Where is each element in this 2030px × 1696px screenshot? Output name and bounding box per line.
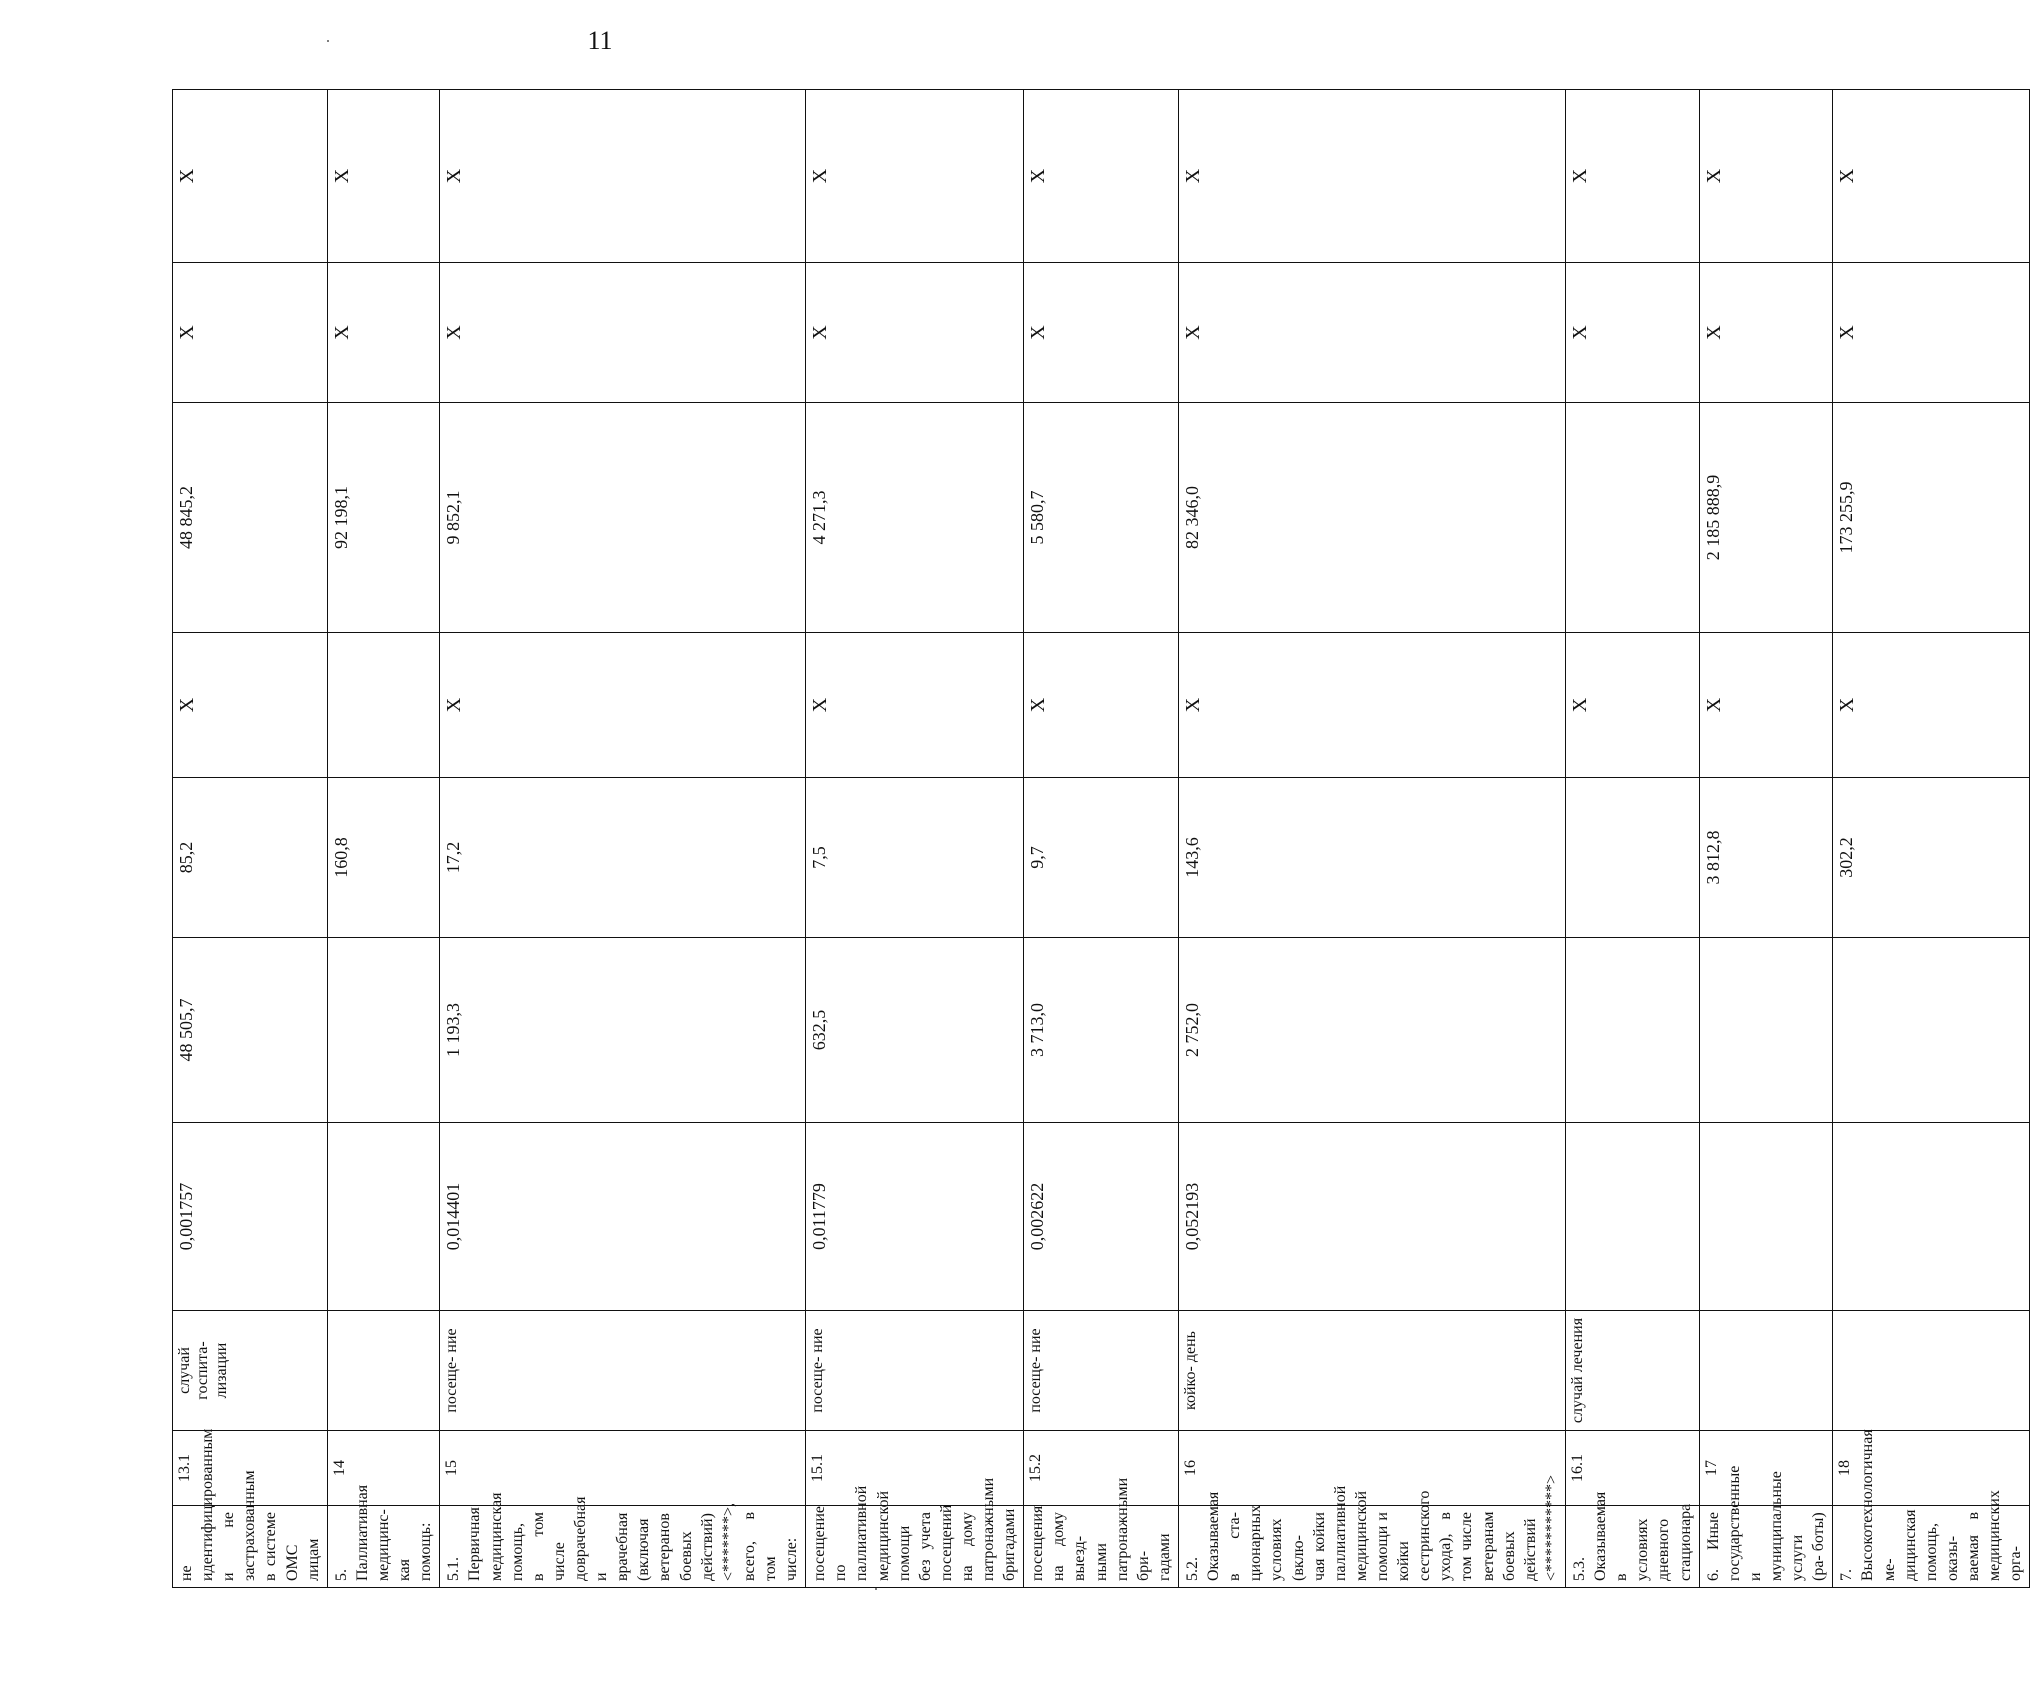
row-percent: Х <box>173 90 328 263</box>
row-percent: Х <box>1024 90 1179 263</box>
row-per-capita-budget: 85,2 <box>173 778 328 938</box>
row-unit: случай госпита- лизации <box>173 1311 328 1431</box>
row-per-capita-budget: 17,2 <box>440 778 806 938</box>
row-per-capita-budget: 302,2 <box>1833 778 2030 938</box>
row-per-capita-oms: Х <box>806 633 1024 778</box>
row-name: 5. Паллиативная медицинс- кая помощь: <box>327 1506 440 1588</box>
row-name: 5.1. Первичная медицинская помощь, в том числе доврачебная и врачебная (включая ветеранов боевых действий) <*******>, всего, в том числе: <box>440 1506 806 1588</box>
row-number: 17 <box>1699 1431 1833 1506</box>
row-per-capita-budget: 160,8 <box>327 778 440 938</box>
row-per-capita-budget: 7,5 <box>806 778 1024 938</box>
table-row <box>1024 90 1179 1588</box>
row-sum-oms: Х <box>327 263 440 403</box>
row-name: 5.3. Оказываемая в условиях дневного стационара <box>1566 1506 1700 1588</box>
row-norm-cost <box>1699 938 1833 1123</box>
table-row <box>173 90 328 1588</box>
row-name: посещения на дому выезд- ными патронажными бри- гадами <box>1024 1506 1179 1588</box>
row-sum-oms: Х <box>1566 263 1700 403</box>
table-row <box>1566 90 1700 1588</box>
row-norm-volume <box>1699 1123 1833 1311</box>
row-percent: Х <box>1833 90 2030 263</box>
row-unit: посеще- ние <box>1024 1311 1179 1431</box>
scan-speck <box>327 40 329 42</box>
row-percent: Х <box>1566 90 1700 263</box>
row-norm-cost: 1 193,3 <box>440 938 806 1123</box>
row-norm-volume <box>1566 1123 1700 1311</box>
row-number: 18 <box>1833 1431 2030 1506</box>
table-row <box>440 90 806 1588</box>
row-number: 13.1 <box>173 1431 328 1506</box>
row-unit <box>1833 1311 2030 1431</box>
row-sum-budget: 92 198,1 <box>327 403 440 633</box>
row-per-capita-budget: 3 812,8 <box>1699 778 1833 938</box>
row-unit <box>327 1311 440 1431</box>
row-number: 15 <box>440 1431 806 1506</box>
row-per-capita-oms: Х <box>1024 633 1179 778</box>
row-norm-volume: 0,052193 <box>1179 1123 1566 1311</box>
row-percent: Х <box>1699 90 1833 263</box>
row-unit: посеще- ние <box>440 1311 806 1431</box>
row-sum-budget: 2 185 888,9 <box>1699 403 1833 633</box>
row-number: 14 <box>327 1431 440 1506</box>
row-norm-cost: 3 713,0 <box>1024 938 1179 1123</box>
row-number: 16 <box>1179 1431 1566 1506</box>
row-percent: Х <box>440 90 806 263</box>
page-number: 11 <box>587 26 613 55</box>
row-sum-budget: 9 852,1 <box>440 403 806 633</box>
scan-speck <box>875 1588 877 1590</box>
row-norm-cost: 632,5 <box>806 938 1024 1123</box>
row-norm-cost <box>327 938 440 1123</box>
row-norm-volume <box>1833 1123 2030 1311</box>
row-norm-volume: 0,014401 <box>440 1123 806 1311</box>
row-sum-oms: Х <box>1699 263 1833 403</box>
table-row <box>806 90 1024 1588</box>
row-norm-volume: 0,001757 <box>173 1123 328 1311</box>
table-row <box>1179 90 1566 1588</box>
row-per-capita-oms: Х <box>1566 633 1700 778</box>
row-per-capita-oms: Х <box>1179 633 1566 778</box>
row-unit: посеще- ние <box>806 1311 1024 1431</box>
row-per-capita-budget: 143,6 <box>1179 778 1566 938</box>
row-percent: Х <box>1179 90 1566 263</box>
row-name: 7. Высокотехнологичная ме- дицинская помощь, оказы- ваемая в медицинских орга- <box>1833 1506 2030 1588</box>
row-per-capita-budget <box>1566 778 1700 938</box>
row-sum-oms: Х <box>440 263 806 403</box>
row-name: 6. Иные государственные и муниципальные услуги (ра- боты) <box>1699 1506 1833 1588</box>
row-sum-budget: 48 845,2 <box>173 403 328 633</box>
row-sum-oms: Х <box>806 263 1024 403</box>
row-norm-volume <box>327 1123 440 1311</box>
row-norm-cost <box>1833 938 2030 1123</box>
row-sum-budget: 173 255,9 <box>1833 403 2030 633</box>
row-sum-oms: Х <box>1833 263 2030 403</box>
row-number: 15.2 <box>1024 1431 1179 1506</box>
table-body <box>173 90 2030 1588</box>
table-row <box>1833 90 2030 1588</box>
row-percent: Х <box>806 90 1024 263</box>
row-sum-oms: Х <box>1179 263 1566 403</box>
row-number: 15.1 <box>806 1431 1024 1506</box>
row-norm-volume: 0,011779 <box>806 1123 1024 1311</box>
row-norm-volume: 0,002622 <box>1024 1123 1179 1311</box>
row-sum-oms: Х <box>173 263 328 403</box>
row-per-capita-oms: Х <box>173 633 328 778</box>
row-number: 16.1 <box>1566 1431 1700 1506</box>
row-name: посещение по паллиативной медицинской помощи без учета посещений на дому патронажными бригадами <box>806 1506 1024 1588</box>
table-row <box>327 90 440 1588</box>
rotated-table-container <box>172 90 2025 1588</box>
row-sum-budget <box>1566 403 1700 633</box>
row-per-capita-oms: Х <box>1833 633 2030 778</box>
row-percent: Х <box>327 90 440 263</box>
row-unit: койко- день <box>1179 1311 1566 1431</box>
row-norm-cost <box>1566 938 1700 1123</box>
row-sum-oms: Х <box>1024 263 1179 403</box>
row-name: не идентифицированным и не застрахованным в системе ОМС лицам <box>173 1506 328 1588</box>
row-sum-budget: 5 580,7 <box>1024 403 1179 633</box>
row-unit: случай лечения <box>1566 1311 1700 1431</box>
row-per-capita-oms: Х <box>440 633 806 778</box>
row-per-capita-oms <box>327 633 440 778</box>
row-norm-cost: 2 752,0 <box>1179 938 1566 1123</box>
table-row <box>1699 90 1833 1588</box>
row-per-capita-oms: Х <box>1699 633 1833 778</box>
row-sum-budget: 82 346,0 <box>1179 403 1566 633</box>
row-sum-budget: 4 271,3 <box>806 403 1024 633</box>
budget-table <box>172 89 2030 1588</box>
row-unit <box>1699 1311 1833 1431</box>
row-norm-cost: 48 505,7 <box>173 938 328 1123</box>
row-per-capita-budget: 9,7 <box>1024 778 1179 938</box>
row-name: 5.2. Оказываемая в ста- ционарных условиях (вклю- чая койки паллиативной медицинской помощи и койки сестринского ухода), в том числе ветеранам боевых действий <***********> <box>1179 1506 1566 1588</box>
